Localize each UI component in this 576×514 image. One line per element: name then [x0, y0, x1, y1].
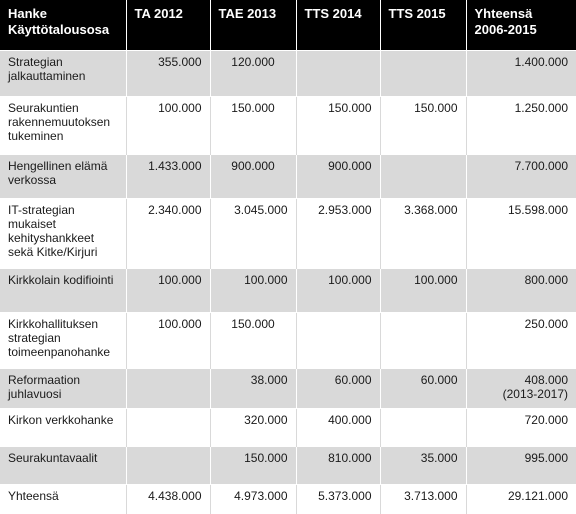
cell-tae-2013: 120.000 [210, 50, 296, 96]
cell-ta-2012 [126, 446, 210, 484]
cell-yhteensa: 995.000 [466, 446, 576, 484]
table-row [0, 446, 576, 484]
cell-yhteensa: 250.000 [466, 312, 576, 368]
row-label: Strategian jalkauttaminen [0, 50, 126, 96]
table-row [0, 368, 576, 408]
cell-tae-2013: 320.000 [210, 408, 296, 446]
table-row [0, 154, 576, 198]
cell-yhteensa: 720.000 [466, 408, 576, 446]
cell-tts-2015 [380, 50, 466, 96]
cell-yhteensa: 408.000 (2013-2017) [466, 368, 576, 408]
cell-tts-2014: 2.953.000 [296, 198, 380, 268]
cell-tts-2015 [380, 154, 466, 198]
cell-ta-2012: 100.000 [126, 268, 210, 312]
row-label: Kirkon verkkohanke [0, 408, 126, 446]
cell-ta-2012: 4.438.000 [126, 484, 210, 514]
cell-yhteensa: 1.250.000 [466, 96, 576, 154]
cell-ta-2012: 355.000 [126, 50, 210, 96]
row-label: Reformaation juhlavuosi [0, 368, 126, 408]
header-ta-2012: TA 2012 [126, 0, 210, 50]
cell-tts-2014: 5.373.000 [296, 484, 380, 514]
table-row [0, 312, 576, 368]
cell-yhteensa: 7.700.000 [466, 154, 576, 198]
table-row [0, 268, 576, 312]
cell-tae-2013: 150.000 [210, 96, 296, 154]
cell-tts-2014: 400.000 [296, 408, 380, 446]
cell-tts-2014: 900.000 [296, 154, 380, 198]
row-label: Yhteensä [0, 484, 126, 514]
cell-tts-2014: 810.000 [296, 446, 380, 484]
cell-ta-2012: 100.000 [126, 312, 210, 368]
row-label: IT-strategian mukaiset kehityshankkeet sekä Kitke/Kirjuri [0, 198, 126, 268]
cell-tae-2013: 150.000 [210, 446, 296, 484]
table-row [0, 408, 576, 446]
cell-tts-2014: 150.000 [296, 96, 380, 154]
cell-tts-2014 [296, 50, 380, 96]
header-yhteensa: Yhteensä 2006-2015 [466, 0, 576, 50]
cell-tts-2015 [380, 312, 466, 368]
cell-ta-2012: 2.340.000 [126, 198, 210, 268]
row-label: Kirkkohallituksen strategian toimeenpanohanke [0, 312, 126, 368]
cell-tts-2015: 60.000 [380, 368, 466, 408]
table-row [0, 96, 576, 154]
header-hanke: Hanke Käyttötalousosa [0, 0, 126, 50]
cell-ta-2012: 100.000 [126, 96, 210, 154]
table-row-total [0, 484, 576, 514]
cell-tae-2013: 38.000 [210, 368, 296, 408]
cell-tts-2015: 150.000 [380, 96, 466, 154]
cell-tts-2015: 3.713.000 [380, 484, 466, 514]
cell-yhteensa: 1.400.000 [466, 50, 576, 96]
cell-yhteensa: 15.598.000 [466, 198, 576, 268]
cell-tts-2015: 3.368.000 [380, 198, 466, 268]
cell-tae-2013: 900.000 [210, 154, 296, 198]
row-label: Seurakuntavaalit [0, 446, 126, 484]
cell-tts-2014: 60.000 [296, 368, 380, 408]
row-label: Hengellinen elämä verkossa [0, 154, 126, 198]
cell-tts-2015: 100.000 [380, 268, 466, 312]
header-row [0, 0, 576, 50]
table-row [0, 50, 576, 96]
cell-yhteensa: 800.000 [466, 268, 576, 312]
cell-ta-2012 [126, 408, 210, 446]
cell-tts-2015: 35.000 [380, 446, 466, 484]
header-tae-2013: TAE 2013 [210, 0, 296, 50]
cell-tae-2013: 100.000 [210, 268, 296, 312]
cell-tae-2013: 3.045.000 [210, 198, 296, 268]
cell-tts-2014: 100.000 [296, 268, 380, 312]
cell-tae-2013: 4.973.000 [210, 484, 296, 514]
header-tts-2014: TTS 2014 [296, 0, 380, 50]
cell-ta-2012 [126, 368, 210, 408]
table-row [0, 198, 576, 268]
row-label: Seurakuntien rakennemuutoksen tukeminen [0, 96, 126, 154]
cell-tts-2014 [296, 312, 380, 368]
cell-tts-2015 [380, 408, 466, 446]
cell-ta-2012: 1.433.000 [126, 154, 210, 198]
cell-tae-2013: 150.000 [210, 312, 296, 368]
row-label: Kirkkolain kodifiointi [0, 268, 126, 312]
cell-yhteensa: 29.121.000 [466, 484, 576, 514]
header-tts-2015: TTS 2015 [380, 0, 466, 50]
